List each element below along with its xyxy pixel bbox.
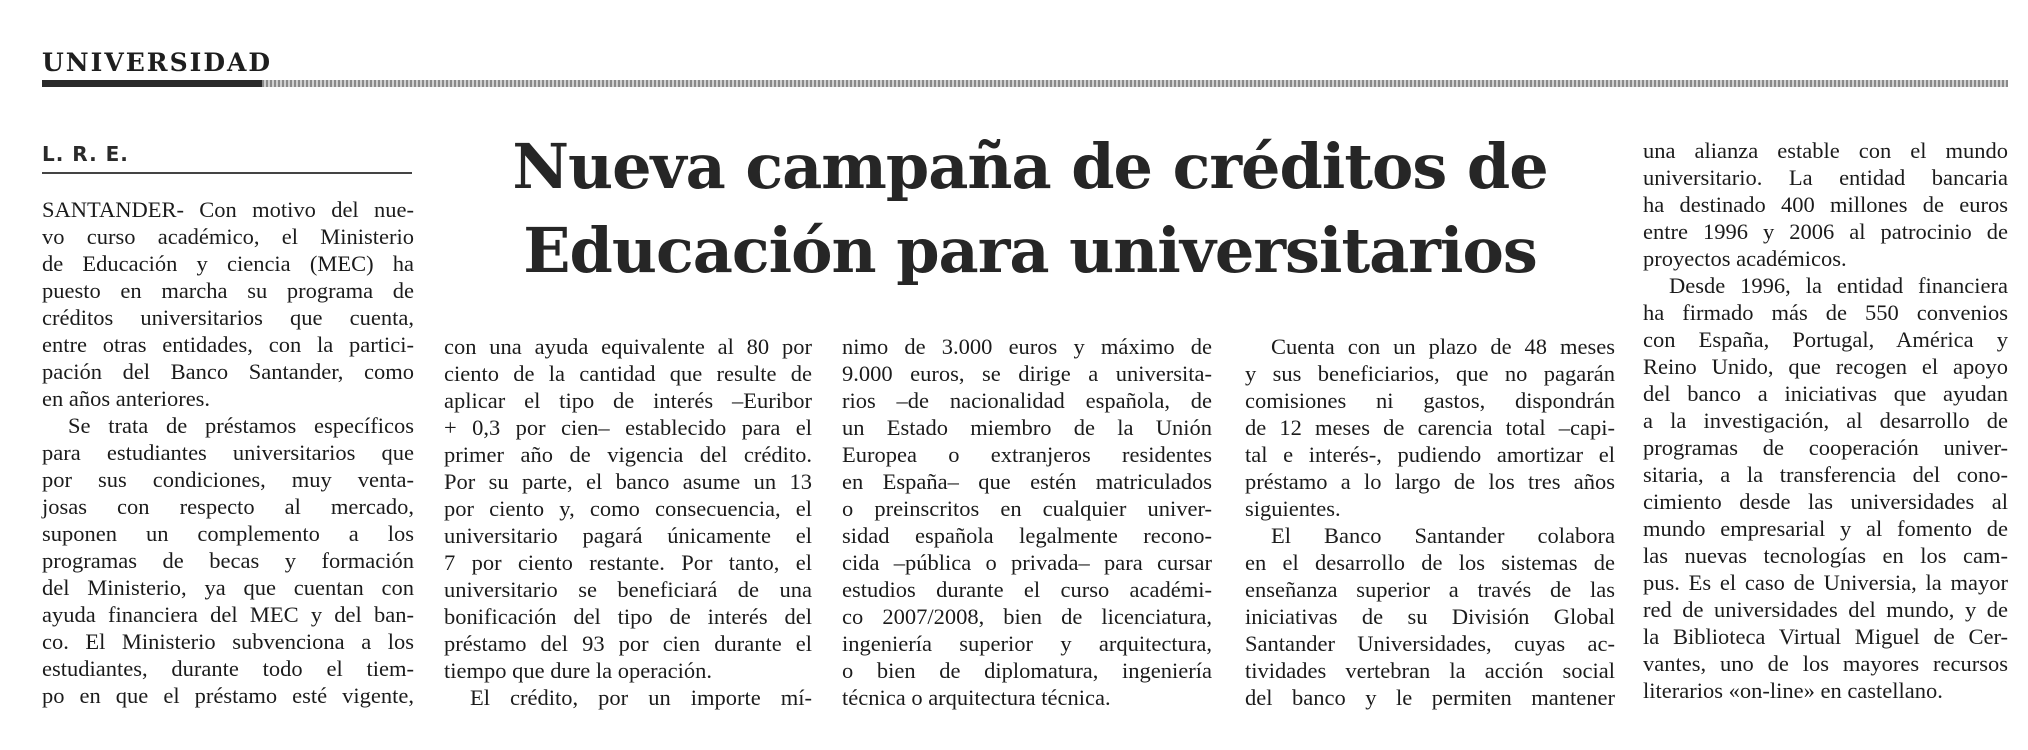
text-line: técnica o arquitectura técnica. [842, 685, 1111, 710]
text-line: créditos universitarios que cuenta, [42, 305, 414, 330]
byline: L. R. E. [42, 142, 129, 166]
text-line: nimo de 3.000 euros y máximo de [842, 334, 1212, 359]
text-line: bonificación del tipo de interés del [444, 604, 812, 629]
text-line: o bien de diplomatura, ingeniería [842, 658, 1212, 683]
text-line: universitario se beneficiará de una [444, 577, 812, 602]
byline-rule [42, 172, 412, 174]
text-line: estudios durante el curso académi- [842, 577, 1212, 602]
text-line: sitaria, a la transferencia del cono- [1643, 462, 2008, 487]
text-line: comisiones ni gastos, dispondrán [1245, 388, 1615, 413]
text-line: puesto en marcha su programa de [42, 278, 414, 303]
text-line: ciento de la cantidad que resulte de [444, 361, 812, 386]
text-line: programas de cooperación univer- [1643, 435, 2008, 460]
text-line: préstamo del 93 por cien durante el [444, 631, 812, 656]
text-line: Cuenta con un plazo de 48 meses [1271, 334, 1615, 359]
text-line: tiempo que dure la operación. [444, 658, 713, 683]
text-line: cimiento desde las universidades al [1643, 489, 2008, 514]
text-line: SANTANDER- Con motivo del nue- [42, 197, 414, 222]
headline [440, 125, 1620, 293]
text-line: una alianza estable con el mundo [1643, 138, 2008, 163]
text-line: con una ayuda equivalente al 80 por [444, 334, 812, 359]
text-line: en años anteriores. [42, 386, 211, 411]
text-line: sidad española legalmente recono- [842, 523, 1212, 548]
text-line: ha destinado 400 millones de euros [1643, 192, 2008, 217]
text-line: la Biblioteca Virtual Miguel de Cer- [1643, 624, 2008, 649]
text-line: con España, Portugal, América y [1643, 327, 2008, 352]
text-line: Se trata de préstamos específicos [68, 413, 414, 438]
text-line: de Educación y ciencia (MEC) ha [42, 251, 414, 276]
text-line: por sus condiciones, muy venta- [42, 467, 414, 492]
text-line: iniciativas de su División Global [1245, 604, 1615, 629]
text-line: enseñanza superior a través de las [1245, 577, 1615, 602]
text-line: Reino Unido, que recogen el apoyo [1643, 354, 2008, 379]
text-line: 9.000 euros, se dirige a universita- [842, 361, 1212, 386]
text-line: + 0,3 por cien– establecido para el [444, 415, 812, 440]
text-line: tal e interés-, pudiendo amortizar el [1245, 442, 1615, 467]
text-line: del banco a iniciativas que ayudan [1643, 381, 2008, 406]
text-line: estudiantes, durante todo el tiem- [42, 656, 414, 681]
text-line: co. El Ministerio subvenciona a los [42, 629, 414, 654]
text-line: tividades vertebran la acción social [1245, 658, 1615, 683]
text-line: ingeniería superior y arquitectura, [842, 631, 1212, 656]
text-line: pus. Es el caso de Universia, la mayor [1643, 570, 2008, 595]
text-line: cida –pública o privada– para cursar [842, 550, 1212, 575]
text-line: un Estado miembro de la Unión [842, 415, 1212, 440]
text-line: aplicar el tipo de interés –Euribor [444, 388, 812, 413]
text-line: po en que el préstamo esté vigente, [42, 683, 414, 708]
text-line: proyectos académicos. [1643, 246, 1847, 271]
text-line: Europea o extranjeros residentes [842, 442, 1212, 467]
text-line: préstamo a lo largo de los tres años [1245, 469, 1615, 494]
text-line: del banco y le permiten mantener [1245, 685, 1615, 710]
text-line: vo curso académico, el Ministerio [42, 224, 414, 249]
article-column-5 [1643, 137, 2008, 704]
article-column-2 [444, 333, 812, 711]
article-column-1 [42, 196, 414, 709]
text-line: en el desarrollo de los sistemas de [1245, 550, 1615, 575]
text-line: ha firmado más de 550 convenios [1643, 300, 2008, 325]
text-line: ayuda financiera del MEC y del ban- [42, 602, 414, 627]
text-line: y sus beneficiarios, que no pagarán [1245, 361, 1615, 386]
text-line: vantes, uno de los mayores recursos [1643, 651, 2008, 676]
text-line: primer año de vigencia del crédito. [444, 442, 812, 467]
text-line: Por su parte, el banco asume un 13 [444, 469, 812, 494]
article-column-4 [1245, 333, 1615, 711]
text-line: suponen un complemento a los [42, 521, 414, 546]
text-line: red de universidades del mundo, y de [1643, 597, 2008, 622]
section-label: UNIVERSIDAD [42, 48, 273, 77]
text-line: universitario pagará únicamente el [444, 523, 812, 548]
text-line: en España– que estén matriculados [842, 469, 1212, 494]
text-line: mundo empresarial y al fomento de [1643, 516, 2008, 541]
text-line: las nuevas tecnologías en los cam- [1643, 543, 2008, 568]
section-rule-accent [42, 80, 262, 87]
text-line: universitario. La entidad bancaria [1643, 165, 2008, 190]
text-line: a la investigación, al desarrollo de [1643, 408, 2008, 433]
text-line: Desde 1996, la entidad financiera [1669, 273, 2008, 298]
text-line: por ciento y, como consecuencia, el [444, 496, 812, 521]
headline-line-2: Educación para universitarios [523, 214, 1537, 287]
text-line: para estudiantes universitarios que [42, 440, 414, 465]
text-line: rios –de nacionalidad española, de [842, 388, 1212, 413]
text-line: siguientes. [1245, 496, 1341, 521]
text-line: literarios «on-line» en castellano. [1643, 678, 1943, 703]
text-line: josas con respecto al mercado, [42, 494, 414, 519]
text-line: entre otras entidades, con la partici- [42, 332, 414, 357]
text-line: co 2007/2008, bien de licenciatura, [842, 604, 1212, 629]
text-line: de 12 meses de carencia total –capi- [1245, 415, 1615, 440]
text-line: pación del Banco Santander, como [42, 359, 414, 384]
text-line: entre 1996 y 2006 al patrocinio de [1643, 219, 2008, 244]
text-line: El crédito, por un importe mí- [470, 685, 812, 710]
section-rule [42, 80, 2008, 87]
article-column-3 [842, 333, 1212, 711]
text-line: 7 por ciento restante. Por tanto, el [444, 550, 812, 575]
text-line: o preinscritos en cualquier univer- [842, 496, 1212, 521]
text-line: El Banco Santander colabora [1271, 523, 1615, 548]
headline-line-1: Nueva campaña de créditos de [512, 130, 1548, 203]
text-line: Santander Universidades, cuyas ac- [1245, 631, 1615, 656]
text-line: del Ministerio, ya que cuentan con [42, 575, 414, 600]
text-line: programas de becas y formación [42, 548, 414, 573]
